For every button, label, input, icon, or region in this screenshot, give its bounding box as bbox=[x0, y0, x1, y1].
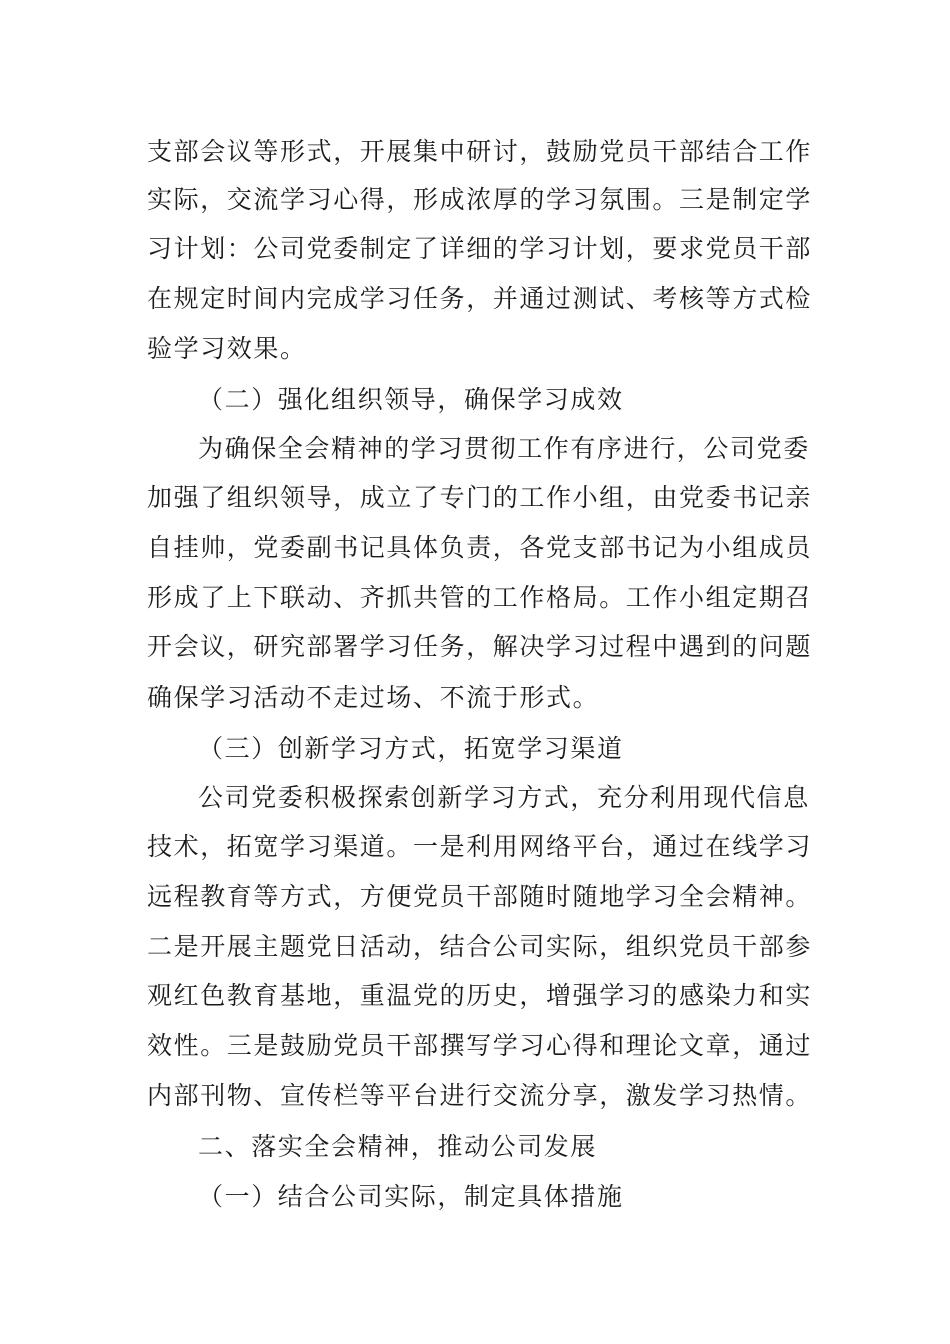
section-heading: （三）创新学习方式，拓宽学习渠道 bbox=[198, 734, 624, 763]
paragraph-line: 技术，拓宽学习渠道。一是利用网络平台，通过在线学习 bbox=[147, 832, 813, 861]
paragraph-line: 在规定时间内完成学习任务，并通过测试、考核等方式检 bbox=[147, 284, 813, 313]
paragraph-line: 支部会议等形式，开展集中研讨，鼓励党员干部结合工作 bbox=[147, 137, 813, 166]
paragraph-line: 确保学习活动不走过场、不流于形式。 bbox=[147, 683, 600, 712]
chapter-heading: 二、落实全会精神，推动公司发展 bbox=[198, 1132, 598, 1161]
paragraph-line: 观红色教育基地，重温党的历史，增强学习的感染力和实 bbox=[147, 981, 813, 1010]
paragraph-line: 自挂帅，党委副书记具体负责，各党支部书记为小组成员 bbox=[147, 533, 813, 562]
paragraph-line: 形成了上下联动、齐抓共管的工作格局。工作小组定期召 bbox=[147, 583, 813, 612]
paragraph-line: 为确保全会精神的学习贯彻工作有序进行，公司党委 bbox=[198, 434, 810, 463]
paragraph-line: 效性。三是鼓励党员干部撰写学习心得和理论文章，通过 bbox=[147, 1031, 813, 1060]
paragraph-line: 开会议，研究部署学习任务，解决学习过程中遇到的问题 bbox=[147, 632, 813, 661]
paragraph-line: 习计划：公司党委制定了详细的学习计划，要求党员干部 bbox=[147, 234, 813, 263]
paragraph-line: 公司党委积极探索创新学习方式，充分利用现代信息 bbox=[198, 783, 810, 812]
paragraph-line: 验学习效果。 bbox=[147, 334, 307, 363]
paragraph-line: 加强了组织领导，成立了专门的工作小组，由党委书记亲 bbox=[147, 483, 813, 512]
paragraph-line: 实际，交流学习心得，形成浓厚的学习氛围。三是制定学 bbox=[147, 185, 813, 214]
paragraph-line: 内部刊物、宣传栏等平台进行交流分享，激发学习热情。 bbox=[147, 1081, 813, 1110]
paragraph-line: 远程教育等方式，方便党员干部随时随地学习全会精神。 bbox=[147, 882, 813, 911]
section-heading: （一）结合公司实际，制定具体措施 bbox=[198, 1182, 624, 1211]
section-heading: （二）强化组织领导，确保学习成效 bbox=[198, 385, 624, 414]
paragraph-line: 二是开展主题党日活动，结合公司实际，组织党员干部参 bbox=[147, 932, 813, 961]
